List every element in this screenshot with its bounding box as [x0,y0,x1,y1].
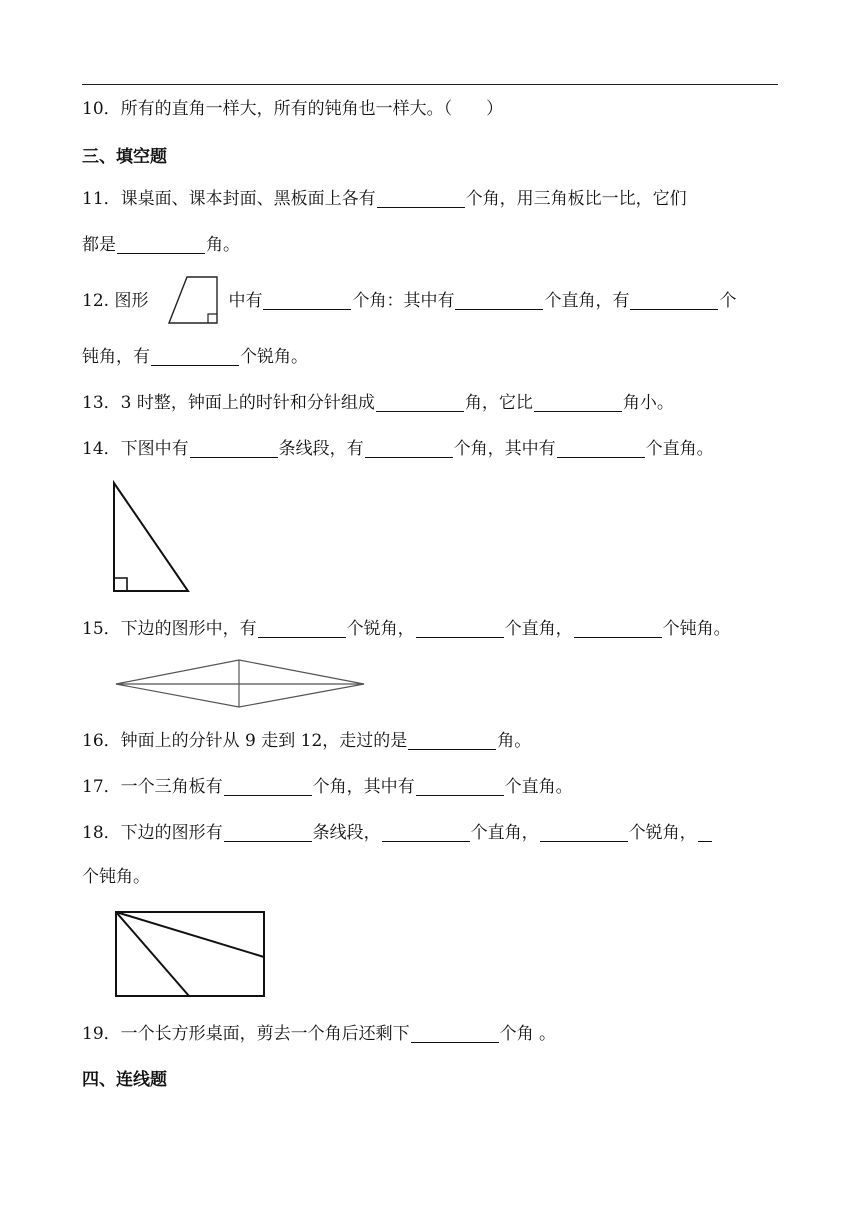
answer-blank[interactable] [224,777,312,796]
question-14-text-d: 个直角。 [645,439,714,459]
rhombus-figure [112,655,368,711]
question-14-text-b: 条线段，有 [278,439,364,459]
answer-blank[interactable] [382,823,470,842]
question-13-text-b: 角，它比 [464,393,533,413]
top-rule [82,84,778,85]
question-16 [82,729,782,753]
question-11-text-c: 都是 [82,235,116,255]
question-15-text-b: 个锐角， [346,619,415,639]
question-19 [82,1022,782,1046]
question-17-text-b: 个角，其中有 [312,777,415,797]
question-12-prefix: 12. 图形 [82,291,149,311]
question-14 [82,437,782,461]
answer-blank[interactable] [416,777,504,796]
answer-blank[interactable] [263,291,351,310]
answer-blank[interactable] [377,189,465,208]
question-14-text-a: 14．下图中有 [82,439,189,459]
right-triangle-figure [108,478,194,596]
question-11-text-d: 角。 [206,235,240,255]
answer-blank[interactable] [534,393,622,412]
question-17-text-c: 个直角。 [504,777,573,797]
answer-blank[interactable] [408,731,496,750]
question-12-text-e: 钝角，有 [82,347,150,367]
answer-blank[interactable] [190,439,278,458]
question-10 [82,97,782,121]
question-19-text-a: 19．一个长方形桌面，剪去一个角后还剩下 [82,1024,410,1044]
answer-blank[interactable] [540,823,628,842]
question-12-text-a: 中有 [228,291,263,311]
answer-blank[interactable] [151,347,239,366]
answer-blank[interactable] [365,439,453,458]
answer-blank[interactable] [411,1024,499,1043]
question-18-text-d: 个锐角， [628,823,697,843]
question-15-text-d: 个钝角。 [662,619,731,639]
question-16-text-b: 角。 [497,731,532,751]
question-12-line-2 [82,345,782,369]
question-11-text-a: 11．课桌面、课本封面、黑板面上各有 [82,189,376,209]
answer-blank[interactable] [557,439,645,458]
trapezoid-figure [166,274,222,328]
question-13-text-a: 13．3 时整，钟面上的时针和分针组成 [82,393,375,413]
question-12-text-c: 个直角，有 [544,291,630,311]
question-16-text-a: 16．钟面上的分针从 9 走到 12，走过的是 [82,731,408,751]
section-3-title: 三、填空题 [82,147,167,167]
answer-blank[interactable] [258,619,346,638]
question-12-text-d: 个 [719,291,737,311]
question-15-text-c: 个直角， [504,619,573,639]
question-18-line-1 [82,821,782,845]
question-19-text-b: 个角 。 [499,1024,557,1044]
answer-blank[interactable] [376,393,464,412]
question-13-text-c: 角小。 [622,393,674,413]
question-18-line-2 [82,865,782,889]
question-17 [82,775,782,799]
question-13 [82,391,782,415]
answer-blank[interactable] [698,823,712,842]
answer-blank[interactable] [574,619,662,638]
question-12-text-f: 个锐角。 [240,347,308,367]
answer-blank[interactable] [224,823,312,842]
question-14-text-c: 个角，其中有 [453,439,556,459]
question-12-text-b: 个角：其中有 [352,291,455,311]
question-18-text-b: 条线段， [312,823,381,843]
question-10-text: 10．所有的直角一样大，所有的钝角也一样大。（ ） [82,99,504,119]
question-18-text-c: 个直角， [470,823,539,843]
question-11-line-1 [82,187,782,211]
question-15-text-a: 15．下边的图形中，有 [82,619,257,639]
question-15 [82,617,782,641]
question-11-line-2 [82,233,782,257]
answer-blank[interactable] [117,235,205,254]
question-18-text-e: 个钝角。 [82,867,150,887]
answer-blank[interactable] [416,619,504,638]
rectangle-with-lines-figure [112,907,272,1001]
answer-blank[interactable] [630,291,718,310]
section-4-title: 四、连线题 [82,1070,167,1090]
question-11-text-b: 个角，用三角板比一比，它们 [465,189,687,209]
answer-blank[interactable] [455,291,543,310]
question-18-text-a: 18．下边的图形有 [82,823,223,843]
question-17-text-a: 17．一个三角板有 [82,777,223,797]
